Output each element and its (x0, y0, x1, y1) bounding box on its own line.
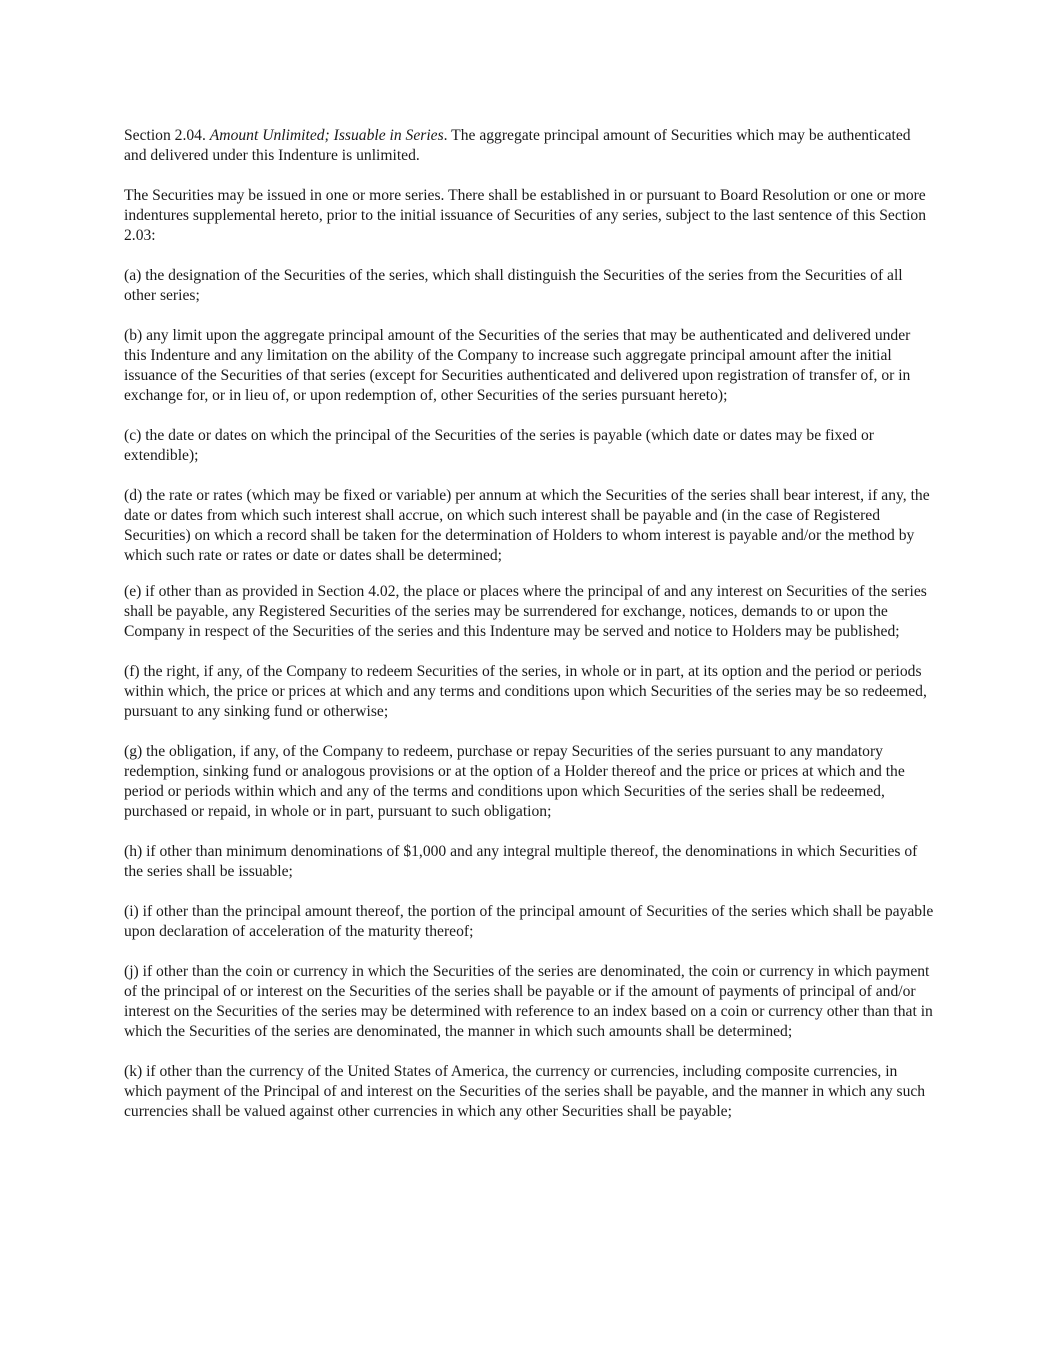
section-lead-text: . The aggregate principal amount of Securities which may be authenticated and delivered under this Indenture is unlimited. (124, 127, 911, 164)
clause-f: (f) the right, if any, of the Company to redeem Securities of the series, in whole or in part, at its option and the period or periods within which, the price or prices at which and any terms and conditions upon which Securities of the series may be so redeemed, pursuant to any sinking fund or otherwise; (124, 663, 927, 720)
section-title: Amount Unlimited; Issuable in Series (209, 127, 444, 144)
clause-k: (k) if other than the currency of the United States of America, the currency or currencies, including composite currencies, in which payment of the Principal of and interest on the Securities of the series shall be payable, and the manner in which any such currencies shall be valued against other currencies in which any other Securities shall be payable; (124, 1063, 926, 1120)
clause-j: (j) if other than the coin or currency in which the Securities of the series are denominated, the coin or currency in which payment of the principal of or interest on the Securities of the series shall be payable or if the amount of payments of principal of and/or interest on the Securities of the series may be determined with reference to an index based on a coin or currency other than that in which the Securities of the series are denominated, the manner in which such amounts shall be determined; (124, 963, 933, 1040)
clause-c: (c) the date or dates on which the principal of the Securities of the series is payable (which date or dates may be fixed or extendible); (124, 427, 874, 464)
clause-a: (a) the designation of the Securities of the series, which shall distinguish the Securities of the series from the Securities of all other series; (124, 267, 903, 304)
clause-e: (e) if other than as provided in Section 4.02, the place or places where the principal of and any interest on Securities of the series shall be payable, any Registered Securities of the series may be surrendered for exchange, notices, demands to or upon the Company in respect of the Securities of the series and this Indenture may be served and notice to Holders may be published; (124, 583, 927, 640)
clause-g: (g) the obligation, if any, of the Company to redeem, purchase or repay Securities of the series pursuant to any mandatory redemption, sinking fund or analogous provisions or at the option of a Holder thereof and the price or prices at which and the period or periods within which and any of the terms and conditions upon which Securities of the series shall be redeemed, purchased or repaid, in whole or in part, pursuant to such obligation; (124, 743, 905, 820)
clause-i: (i) if other than the principal amount thereof, the portion of the principal amount of Securities of the series which shall be payable upon declaration of acceleration of the maturity thereof; (124, 903, 934, 940)
section-heading-paragraph (124, 126, 934, 166)
intro-paragraph: The Securities may be issued in one or more series. There shall be established in or pursuant to Board Resolution or one or more indentures supplemental hereto, prior to the initial issuance of Securities of any series, subject to the last sentence of this Section 2.03: (124, 187, 926, 244)
clause-b: (b) any limit upon the aggregate principal amount of the Securities of the series that may be authenticated and delivered under this Indenture and any limitation on the ability of the Company to increase such aggregate principal amount after the initial issuance of the Securities of that series (except for Securities authenticated and delivered upon registration of transfer of, or in exchange for, or in lieu of, or upon redemption of, other Securities of the series pursuant hereto); (124, 327, 911, 404)
section-number: Section 2.04. (124, 127, 206, 144)
document-page (124, 126, 934, 1142)
clause-d: (d) the rate or rates (which may be fixed or variable) per annum at which the Securities of the series shall bear interest, if any, the date or dates from which such interest shall accrue, on which such interest shall be payable and (in the case of Registered Securities) on which a record shall be taken for the determination of Holders to whom interest is payable and/or the method by which such rate or rates or date or dates shall be determined; (124, 487, 930, 564)
clause-h: (h) if other than minimum denominations of $1,000 and any integral multiple thereof, the denominations in which Securities of the series shall be issuable; (124, 843, 918, 880)
